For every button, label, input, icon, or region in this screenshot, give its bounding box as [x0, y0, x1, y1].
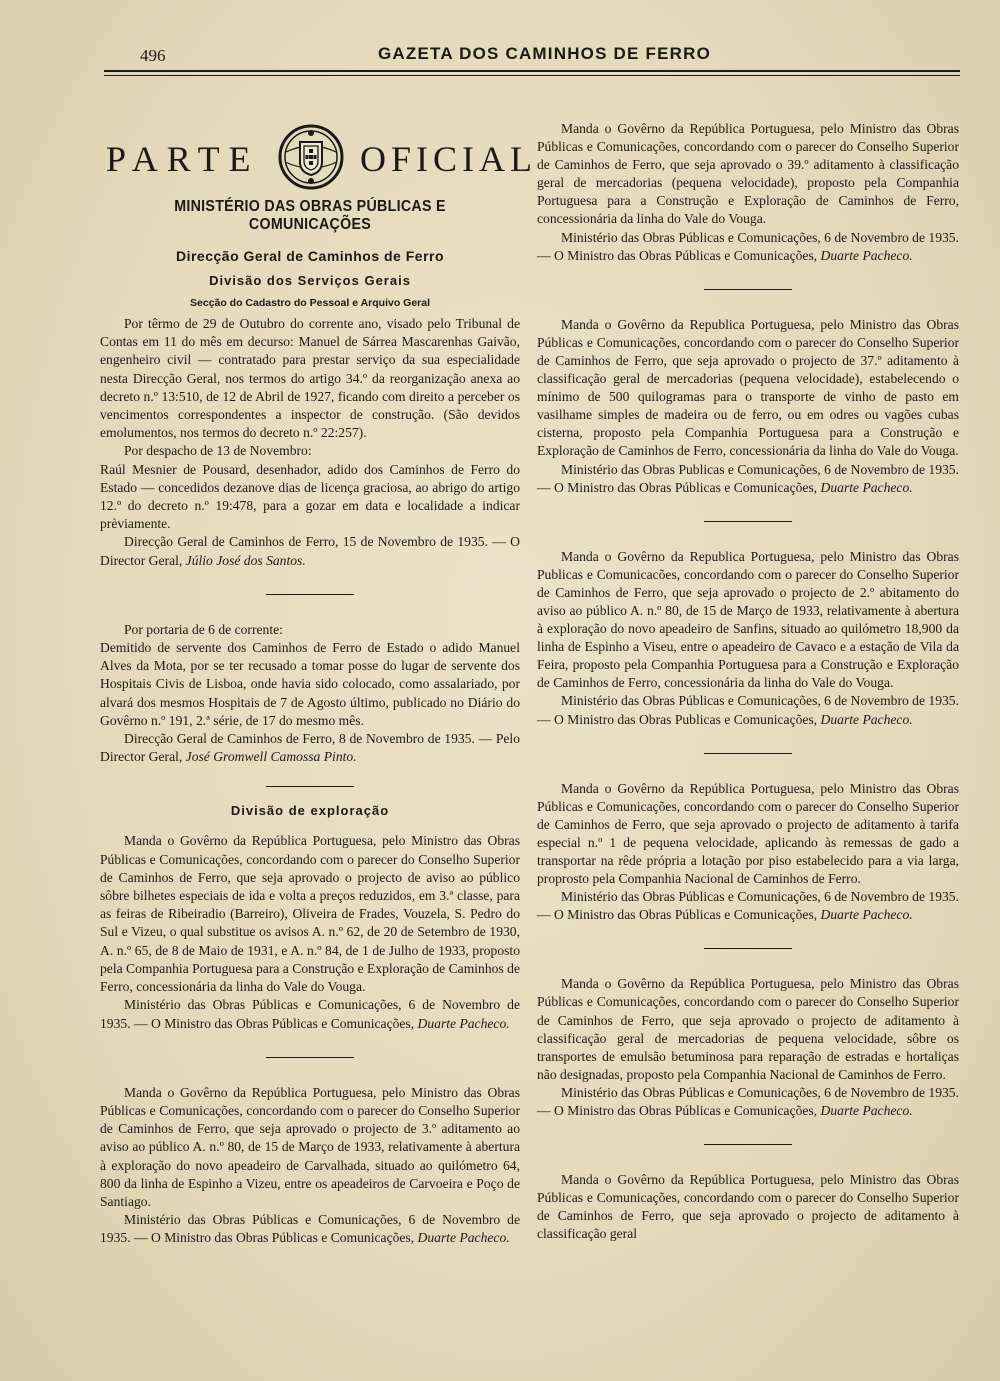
paragraph — [100, 996, 520, 1032]
separator-rule — [266, 1057, 354, 1058]
page-number: 496 — [140, 46, 166, 65]
paragraph: Manda o Govêrno da República Portuguesa, pelo Ministro das Obras Públicas e Comunicações, concordando com o parecer do Conselho Superior de Caminhos de Ferro, que seja aprovado o projecto de aviso ao público sôbre bilhetes especiais de ida e volta a preços reduzidos, em 3.ª classe, para as feiras de Ribeiradio (Barreiro), Oliveira de Frades, Vouzela, S. Pedro do Sul e Vizeu, o qual substitue os avisos A. n.º 62, de 20 de Setembro de 1930, A. n.º 65, de 8 de Maio de 1931, e A. n.º 84, de 1 de Julho de 1933, proposto pela Companhia Portuguesa para a Construção e Exploração de Caminhos de Ferro, concessionária da linha do Vale do Vouga. — [100, 833, 520, 995]
paragraph: Manda o Govêrno da República Portuguesa, pelo Ministro das Obras Públicas e Comunicações, concordando com o parecer do Conselho Superior de Caminhos de Ferro, que seja aprovado o projecto de aditamento à classificação geral de mercadorias de pequena velocidade, sôbre os transportes de emulsão betuminosa para reparação de estradas e hortaliças não designadas, proposto pela Companhia Nacional de Caminhos de Ferro. — [537, 976, 959, 1082]
paragraph: Por despacho de 13 de Novembro: — [124, 443, 312, 459]
direction-heading: Direcção Geral de Caminhos de Ferro — [175, 248, 445, 264]
division-heading: Divisão dos Serviços Gerais — [209, 273, 411, 288]
paragraph — [537, 229, 959, 265]
paragraph — [100, 730, 520, 766]
ministry-heading: MINISTÉRIO DAS OBRAS PÚBLICAS E COMUNICAÇÕES — [174, 198, 446, 233]
signature: Duarte Pacheco. — [820, 247, 913, 263]
paragraph — [537, 1084, 959, 1120]
separator-rule — [704, 753, 792, 754]
paragraph: Por portaria de 6 de corrente: — [124, 621, 283, 637]
signature: Duarte Pacheco. — [820, 711, 913, 727]
separator-rule — [704, 1144, 792, 1145]
signature: Duarte Pacheco. — [820, 479, 913, 495]
signature: Duarte Pacheco. — [417, 1015, 510, 1031]
paragraph — [100, 533, 520, 569]
paragraph: Manda o Govêrno da República Portuguesa, pelo Ministro das Obras Públicas e Comunicações, concordando com o parecer do Conselho Superior de Caminhos de Ferro, que seja aprovado o projecto de aditamento à tarifa especial n.º 1 de pequena velocidade, aplicando às remessas de gado a transportar na rêde própria a lotação por piso estabelecido para a via larga, proprosto pela Companhia Nacional de Caminhos de Ferro. — [537, 780, 959, 887]
signature: Júlio José dos Santos. — [185, 552, 306, 568]
right-column — [537, 120, 959, 1244]
oficial-word: OFICIAL — [360, 139, 537, 179]
separator-rule — [704, 948, 792, 949]
separator-rule — [266, 594, 354, 595]
paragraph — [100, 1211, 520, 1247]
paragraph — [537, 692, 959, 728]
paragraph-text: Ministério das Obras Públicas e Comunicações, 6 de Novembro de 1935. — O Ministro das Obras Públicas e Comunicações, — [537, 889, 959, 923]
separator-rule — [704, 289, 792, 290]
section-heading: Secção do Cadastro do Pessoal e Arquivo Geral — [189, 297, 431, 309]
parte-word: PARTE — [106, 139, 260, 179]
paragraph: Manda o Govêrno da República Portuguesa, pelo Ministro das Obras Públicas e Comunicações, concordando com o parecer do Conselho Superior de Caminhos de Ferro, que seja aprovado o 39.º aditamento à classificação geral de mercadorias (pequena velocidade), proposto pela Companhia Portuguesa para a Construção e Exploração de Caminhos de Ferro, concessionária da linha do Vale do Vouga. — [537, 121, 959, 227]
paragraph: Manda o Govêrno da Republica Portuguesa, pelo Ministro das Obras Publicas e Comunicacões, concordando com o parecer do Conselho Superior de Caminhos de Ferro, que seja aprovado o projecto de 2.º abitamento do aviso ao público A. n.º 80, de 15 de Março de 1933, relativamente à abertura à exploração do novo apeadeiro de Sanfins, situado ao quilómetro 18,900 da linha de Espinho a Viseu, entre o apeadeiro de Cavaco e a estação de Vila da Feira, proposto pela Companhia Portuguesa para a Construção e Exploração de Caminhos de Ferro, concessionária da linha do Vale do Vouga. — [537, 548, 959, 691]
signature: Duarte Pacheco. — [417, 1230, 510, 1246]
page-header — [104, 40, 960, 70]
header-rule — [104, 70, 960, 72]
paragraph-text: Direcção Geral de Caminhos de Ferro, 15 de Novembro de 1935. — O Director Geral, — [100, 534, 520, 568]
paragraph-text: Ministério das Obras Públicas e Comunicações, 6 de Novembro de 1935. — O Ministro das Obras Publicas e Comunicações, — [537, 693, 959, 727]
parte-oficial-heading — [100, 118, 537, 184]
paragraph-text: Ministério das Obras Públicas e Comunicações, 6 de Novembro de 1935. — O Ministro das Obras Públicas e Comunicações, — [537, 1084, 959, 1119]
paragraph: Manda o Govêrno da Republica Portuguesa, pelo Ministro das Obras Públicas e Comunicações, concordando com o parecer do Conselho Superior de Caminhos de Ferro, que seja aprovado o projecto de 37.º aditamento à classificação geral de mercadorias (pequena velocidade), estabelecendo o mínimo de 500 quilogramas para o transporte de vinho de pasto em vasilhame simples de madeira ou de ferro, ou em odres ou vagões cubas cisterna, proposto pela Companhia Portuguesa para a Construção e Exploração de Caminhos de Ferro, concessionária da linha do Vale do Vouga. — [537, 316, 959, 459]
paragraph — [537, 461, 959, 497]
paragraph-text: Ministério das Obras Publicas e Comunicações, 6 de Novembro de 1935. — O Ministro das Obras Públicas e Comunicações, — [537, 461, 959, 495]
division-heading: Divisão de exploração — [230, 803, 390, 819]
paragraph: Manda o Govêrno da República Portuguesa, pelo Ministro das Obras Públicas e Comunicações, concordando com o parecer do Conselho Superior de Caminhos de Ferro, que seja aprovado o projecto de aditamento à classificação geral — [537, 1172, 959, 1242]
signature: José Gromwell Camossa Pinto. — [185, 749, 357, 765]
header-rule-thin — [104, 75, 960, 76]
paragraph: Raúl Mesnier de Pousard, desenhador, adido dos Caminhos de Ferro do Estado — concedidos dezanove dias de licença graciosa, ao abrigo do artigo 12.º do decreto n.º 19:478, para a gozar em data e localidade a indicar prèviamente. — [100, 461, 520, 532]
signature: Duarte Pacheco. — [820, 1103, 913, 1119]
paragraph-text: Ministério das Obras Públicas e Comunicações, 6 de Novembro de 1935. — O Ministro das Obras Públicas e Comunicações, — [100, 997, 520, 1031]
running-title: GAZETA DOS CAMINHOS DE FERRO — [378, 44, 711, 63]
separator-rule — [704, 521, 792, 522]
paragraph-text: Ministério das Obras Públicas e Comunicações, 6 de Novembro de 1935. — O Ministro das Obras Públicas e Comunicações, — [100, 1212, 520, 1246]
separator-rule — [266, 786, 354, 787]
coat-of-arms-emblem — [276, 122, 346, 192]
paragraph-text: Ministério das Obras Públicas e Comunicações, 6 de Novembro de 1935. — O Ministro das Obras Públicas e Comunicações, — [537, 229, 959, 263]
paragraph: Por têrmo de 29 de Outubro do corrente ano, visado pelo Tribunal de Contas em 11 do mês em decurso: Manuel de Sárrea Mascarenhas Gaivão, engenheiro civil — contratado para prestar serviço da sua especialidade nesta Direcção Geral, nos termos do artigo 34.º da reorganização anexa ao decreto n.º 13:510, de 12 de Abril de 1927, ficando com direito a perceber os vencimentos correspondentes a inspector de construção. (São devidos emolumentos, nos termos do decreto n.º 22:257). — [100, 316, 520, 441]
paragraph: Demitido de servente dos Caminhos de Ferro de Estado o adido Manuel Alves da Mota, por se ter recusado a tomar posse do lugar de servente dos Hospitais Civis de Lisboa, onde havia sido colocado, como assalariado, por alvará dos mesmos Hospitais de 7 de Agosto último, publicado no Diário do Govêrno n.º 191, 2.ª série, de 17 do mesmo mês. — [100, 640, 520, 728]
paragraph-text: Direcção Geral de Caminhos de Ferro, 8 de Novembro de 1935. — Pelo Director Geral, — [100, 731, 520, 765]
signature: Duarte Pacheco. — [820, 907, 913, 923]
left-column — [100, 118, 537, 1248]
paragraph: Manda o Govêrno da República Portuguesa, pelo Ministro das Obras Públicas e Comunicações, concordando com o parecer do Conselho Superior de Caminhos de Ferro, que seja aprovado o projecto de 3.º aditamento ao aviso ao público A. n.º 80, de 15 de Março de 1933, relativamente à abertura à exploração do novo apeadeiro de Carvalhada, situado ao quilómetro 64, 800 da linha de Espinho a Vizeu, entre os apeadeiros de Carvoeira e Poço de Santiago. — [100, 1084, 520, 1209]
paragraph — [537, 888, 959, 924]
